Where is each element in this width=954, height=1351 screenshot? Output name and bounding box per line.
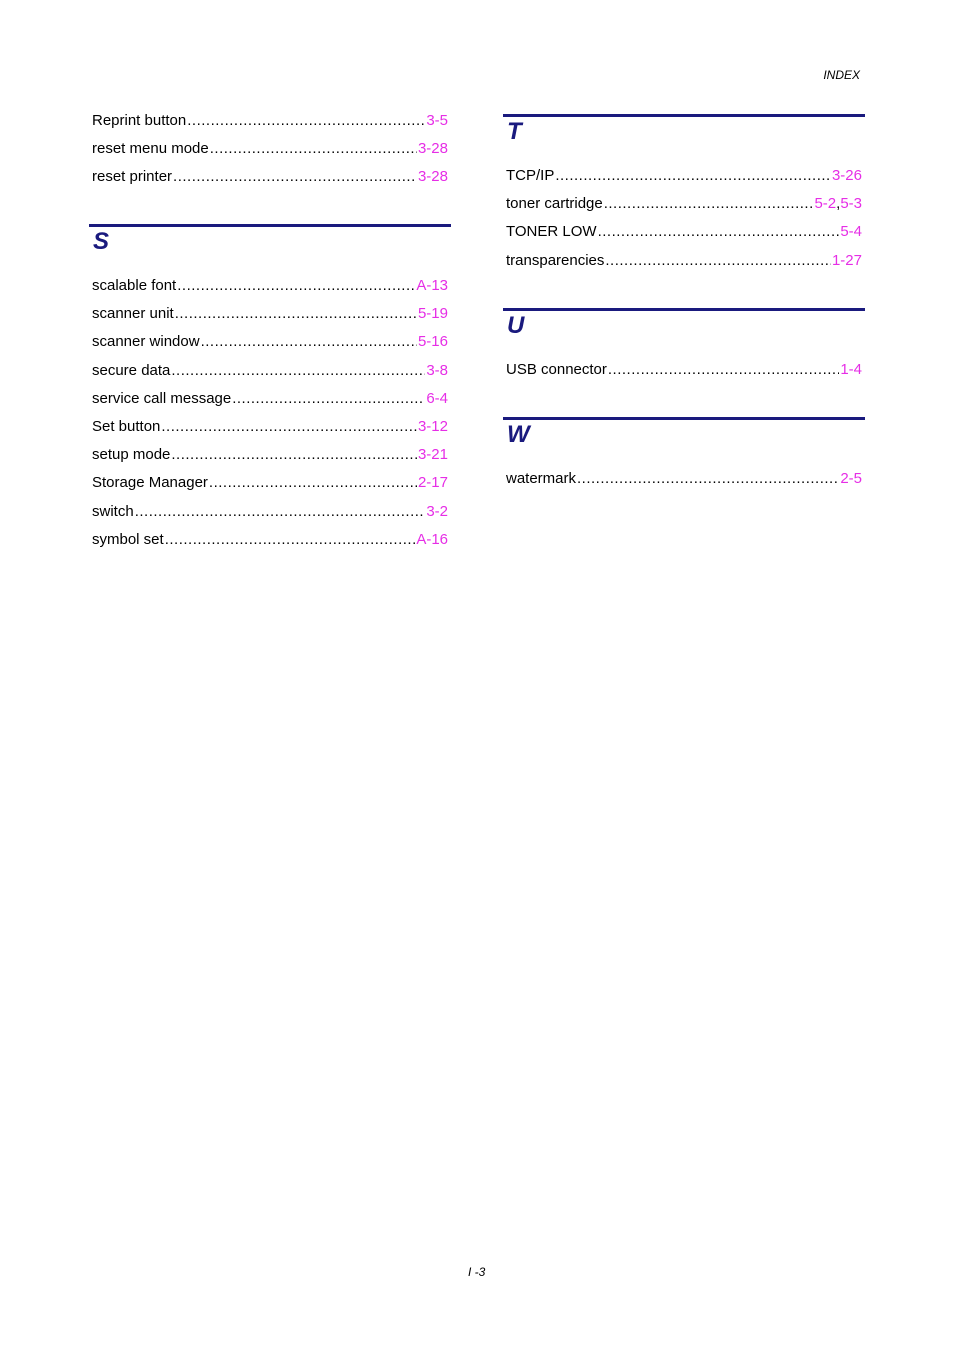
page-link[interactable]: 5-19 xyxy=(417,305,448,323)
section-heading-u xyxy=(503,308,865,358)
entry-list-s xyxy=(92,277,448,559)
entry-term: toner cartridge xyxy=(506,195,603,213)
index-entry xyxy=(92,140,448,168)
entry-term: Storage Manager xyxy=(92,474,208,492)
section-heading-t xyxy=(503,114,865,164)
index-entry xyxy=(92,333,448,361)
index-entry xyxy=(92,168,448,196)
dot-leader xyxy=(165,531,416,549)
page-link[interactable]: 3-8 xyxy=(426,361,448,379)
page-link[interactable]: 2-17 xyxy=(417,474,448,492)
entry-term: watermark xyxy=(506,470,577,487)
dot-leader xyxy=(555,167,831,185)
index-entry xyxy=(506,252,862,280)
dot-leader xyxy=(135,503,426,521)
page-link[interactable]: 3-26 xyxy=(831,167,862,184)
entry-term: scanner unit xyxy=(92,305,174,323)
entry-list-t xyxy=(506,167,862,280)
dot-leader xyxy=(604,195,814,213)
page-link[interactable]: 1-27 xyxy=(831,251,862,269)
entry-term: scanner window xyxy=(92,333,200,351)
page-link[interactable]: 3-2 xyxy=(426,502,448,520)
dot-leader xyxy=(577,470,839,488)
page-link[interactable]: 3-28 xyxy=(417,140,448,158)
page-link[interactable]: 5-16 xyxy=(417,333,448,351)
dot-leader xyxy=(177,277,415,295)
entry-term: TONER LOW xyxy=(506,223,597,241)
page-link[interactable]: 3-12 xyxy=(417,417,448,435)
dot-leader xyxy=(171,446,417,464)
entry-list-u xyxy=(506,361,862,389)
dot-leader xyxy=(210,140,417,158)
entry-term: secure data xyxy=(92,361,171,379)
dot-leader xyxy=(209,474,417,492)
index-entry xyxy=(506,223,862,251)
entry-term: scalable font xyxy=(92,277,177,294)
dot-leader xyxy=(175,305,417,323)
entry-term: Reprint button xyxy=(92,112,187,129)
entry-term: symbol set xyxy=(92,530,164,548)
page-number: I -3 xyxy=(468,1265,486,1279)
index-entry xyxy=(92,305,448,333)
dot-leader xyxy=(201,333,417,351)
page-link[interactable]: 6-4 xyxy=(426,389,448,407)
section-heading-w xyxy=(503,417,865,467)
index-entry xyxy=(92,112,448,140)
page-link[interactable]: A-13 xyxy=(416,277,448,294)
entry-term: setup mode xyxy=(92,446,171,464)
entry-term: reset menu mode xyxy=(92,140,209,158)
section-letter: W xyxy=(507,421,530,448)
index-entry xyxy=(92,418,448,446)
section-letter: U xyxy=(507,312,525,339)
index-entry xyxy=(92,446,448,474)
page-link[interactable]: 5-4 xyxy=(840,223,862,241)
section-letter: T xyxy=(507,118,522,145)
dot-leader xyxy=(173,168,417,186)
page-link[interactable]: 1-4 xyxy=(840,361,862,378)
section-letter: S xyxy=(93,228,110,255)
index-entry xyxy=(92,390,448,418)
dot-leader xyxy=(608,361,839,379)
page-separator: , xyxy=(836,195,841,213)
running-header: INDEX xyxy=(823,68,860,82)
entry-term: USB connector xyxy=(506,361,607,378)
dot-leader xyxy=(232,390,425,408)
entry-term: service call message xyxy=(92,389,232,407)
entry-term: reset printer xyxy=(92,168,173,186)
entry-term: transparencies xyxy=(506,251,605,269)
page-link[interactable]: 2-5 xyxy=(840,470,862,487)
page-link[interactable]: 3-5 xyxy=(426,112,448,129)
dot-leader xyxy=(161,418,417,436)
dot-leader xyxy=(171,362,425,380)
page-link[interactable]: 3-21 xyxy=(417,446,448,464)
entry-term: Set button xyxy=(92,417,161,435)
page-link[interactable]: A-16 xyxy=(416,530,448,548)
page-link[interactable]: 5-3 xyxy=(840,195,862,213)
entry-list-w xyxy=(506,470,862,498)
index-entry xyxy=(506,195,862,223)
entry-term: switch xyxy=(92,502,134,520)
page-link[interactable]: 5-2 xyxy=(814,195,837,213)
section-heading-s xyxy=(89,224,451,274)
dot-leader xyxy=(598,223,840,241)
entry-term: TCP/IP xyxy=(506,167,555,184)
page-link[interactable]: 3-28 xyxy=(417,168,448,186)
index-entry xyxy=(506,470,862,498)
index-entry xyxy=(92,503,448,531)
dot-leader xyxy=(605,252,831,270)
index-entry xyxy=(92,474,448,502)
index-entry xyxy=(506,167,862,195)
index-entry xyxy=(92,277,448,305)
index-entry xyxy=(92,362,448,390)
dot-leader xyxy=(187,112,425,130)
entry-list-r xyxy=(92,112,448,197)
index-entry xyxy=(92,531,448,559)
index-entry xyxy=(506,361,862,389)
